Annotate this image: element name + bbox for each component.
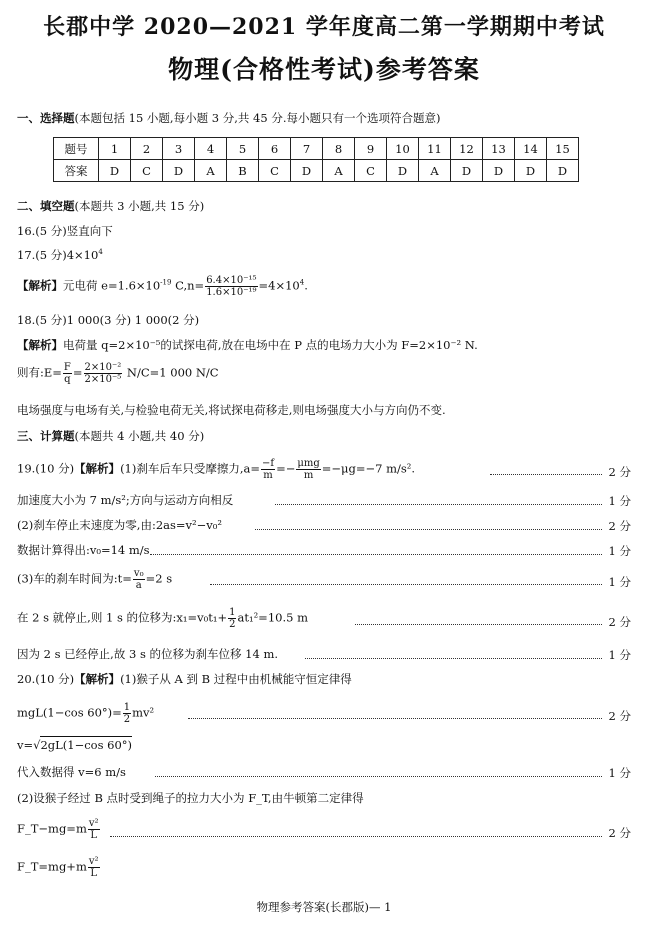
q18-answer: 18.(5 分)1 000(3 分) 1 000(2 分) bbox=[17, 313, 200, 327]
q17-analysis-text: =4×10 bbox=[258, 278, 300, 293]
row-label-answer: 答案 bbox=[54, 160, 99, 182]
section3-heading: 三、计算题 bbox=[17, 429, 75, 443]
analysis-label: 【解析】 bbox=[17, 278, 63, 293]
fraction-denominator: 2 bbox=[123, 714, 131, 725]
q17-exponent-c: 4 bbox=[299, 278, 305, 287]
q20-text: (1)猴子从 A 到 B 过程中由机械能守恒定律得 bbox=[120, 672, 352, 686]
score-1: 2 分 bbox=[608, 465, 631, 479]
q18-fraction-1 bbox=[63, 362, 72, 385]
q19-line2: 加速度大小为 7 m/s²;方向与运动方向相反 bbox=[17, 493, 234, 507]
q20-text: v= bbox=[17, 738, 34, 752]
section3-header bbox=[17, 428, 204, 444]
score-leader bbox=[150, 554, 602, 555]
score-leader bbox=[355, 624, 602, 625]
fraction-numerator: v² bbox=[88, 856, 99, 867]
fraction-numerator: μmg bbox=[297, 458, 320, 469]
q16-answer: 16.(5 分)竖直向下 bbox=[17, 224, 113, 238]
answer-table-row-answers bbox=[54, 160, 579, 182]
question-number-cell: 1 bbox=[99, 138, 131, 160]
answer-cell: A bbox=[419, 160, 451, 182]
answer-table bbox=[53, 137, 579, 182]
question-number-cell: 3 bbox=[163, 138, 195, 160]
q20-line6 bbox=[17, 818, 101, 841]
answer-cell: D bbox=[291, 160, 323, 182]
q19-text: =2 s bbox=[145, 571, 173, 586]
q19-line3: (2)刹车停止末速度为零,由:2as=v²−v₀² bbox=[17, 518, 222, 532]
question-number-cell: 9 bbox=[355, 138, 387, 160]
q20-text: mgL(1−cos 60°)= bbox=[17, 705, 122, 720]
fraction-denominator: L bbox=[90, 830, 97, 841]
question-number-cell: 12 bbox=[451, 138, 483, 160]
score-leader bbox=[490, 474, 602, 475]
fraction-denominator: m bbox=[303, 470, 314, 481]
q19-text: at₁²=10.5 m bbox=[237, 610, 308, 625]
q20-line2 bbox=[17, 702, 154, 725]
fraction-numerator: 6.4×10⁻¹⁵ bbox=[206, 275, 257, 286]
q17-text: 17.(5 分)4×10 bbox=[17, 248, 99, 262]
score-leader bbox=[305, 658, 602, 659]
fraction-denominator: m bbox=[263, 470, 273, 481]
score-6: 2 分 bbox=[608, 615, 631, 629]
exam-title: 长郡中学 2020—2021 学年度高二第一学期期中考试 bbox=[43, 14, 605, 40]
page-footer: 物理参考答案(长郡版)— 1 bbox=[256, 900, 392, 914]
section1-desc: (本题包括 15 小题,每小题 3 分,共 45 分.每小题只有一个选项符合题意) bbox=[74, 111, 441, 125]
q19-text: 在 2 s 就停止,则 1 s 的位移为:x₁=v₀t₁+ bbox=[17, 610, 228, 625]
question-number-cell: 4 bbox=[195, 138, 227, 160]
q19-text: (3)车的刹车时间为:t= bbox=[17, 571, 132, 586]
answer-cell: C bbox=[355, 160, 387, 182]
q18-analysis bbox=[17, 337, 478, 353]
q17-fraction bbox=[205, 275, 257, 298]
q18-formula-text: = bbox=[72, 365, 83, 380]
section2-header bbox=[17, 198, 204, 214]
fraction-numerator: F bbox=[63, 362, 71, 373]
score-5: 1 分 bbox=[608, 575, 631, 589]
q20-line7 bbox=[17, 856, 101, 879]
q18-formula-text: 则有:E= bbox=[17, 365, 62, 380]
fraction-numerator: 1 bbox=[123, 702, 131, 713]
answer-cell: C bbox=[131, 160, 163, 182]
score-8: 2 分 bbox=[608, 709, 631, 723]
fraction-denominator: L bbox=[90, 868, 97, 879]
fraction-denominator: q bbox=[64, 374, 71, 385]
q19-text: (1)刹车后车只受摩擦力,a= bbox=[120, 461, 260, 476]
question-number-cell: 5 bbox=[227, 138, 259, 160]
question-number-cell: 13 bbox=[483, 138, 515, 160]
q17-analysis: 【解析】元电荷 $e=1.6\times 10^{-19}$ C,n= $\frac{\text{6.4×10⁻¹⁵}}{\text{1.6×10⁻¹⁹}}$ $=4\times 10^4$. bbox=[17, 275, 308, 298]
q18-note: 电场强度与电场有关,与检验电荷无关,将试探电荷移走,则电场强度大小与方向仍不变. bbox=[17, 403, 446, 417]
q19-fraction-2 bbox=[296, 458, 320, 481]
q19-fraction-4 bbox=[228, 607, 236, 630]
q19-text: =− bbox=[276, 461, 296, 476]
q17-exponent-a: -19 bbox=[160, 278, 172, 287]
fraction-denominator: 2 bbox=[229, 619, 236, 630]
analysis-label: 【解析】 bbox=[74, 672, 121, 686]
q19-line1 bbox=[17, 458, 415, 481]
q20-text: mv² bbox=[132, 705, 155, 720]
score-leader bbox=[110, 836, 602, 837]
question-number-cell: 6 bbox=[259, 138, 291, 160]
q19-line7: 因为 2 s 已经停止,故 3 s 的位移为刹车位移 14 m. bbox=[17, 647, 279, 661]
score-leader bbox=[255, 529, 602, 530]
question-number-cell: 8 bbox=[323, 138, 355, 160]
answer-cell: D bbox=[547, 160, 579, 182]
question-number-cell: 7 bbox=[291, 138, 323, 160]
score-10: 2 分 bbox=[608, 826, 631, 840]
answer-cell: A bbox=[323, 160, 355, 182]
fraction-denominator: 1.6×10⁻¹⁹ bbox=[206, 287, 257, 298]
q17-analysis-text: 元电荷 e=1.6×10 bbox=[63, 278, 161, 293]
question-number-cell: 10 bbox=[387, 138, 419, 160]
row-label-number: 题号 bbox=[54, 138, 99, 160]
q19-number: 19.(10 分) bbox=[17, 461, 75, 476]
answer-cell: B bbox=[227, 160, 259, 182]
fraction-numerator: −f bbox=[262, 458, 275, 469]
exam-subtitle: 物理(合格性考试)参考答案 bbox=[168, 55, 480, 84]
section2-heading: 二、填空题 bbox=[17, 199, 75, 213]
score-9: 1 分 bbox=[608, 766, 631, 780]
answer-cell: D bbox=[483, 160, 515, 182]
q18-formula-text: N/C=1 000 N/C bbox=[123, 365, 219, 380]
q17-exponent: 4 bbox=[98, 248, 103, 257]
answer-cell: D bbox=[387, 160, 419, 182]
section2-desc: (本题共 3 小题,共 15 分) bbox=[74, 199, 205, 213]
score-7: 1 分 bbox=[608, 648, 631, 662]
q20-number: 20.(10 分) bbox=[17, 672, 75, 686]
question-number-cell: 14 bbox=[515, 138, 547, 160]
q19-line5 bbox=[17, 568, 172, 591]
fraction-denominator: 2×10⁻⁵ bbox=[84, 374, 122, 385]
q20-line5: (2)设猴子经过 B 点时受到绳子的拉力大小为 F_T,由牛顿第二定律得 bbox=[17, 791, 364, 805]
question-number-cell: 2 bbox=[131, 138, 163, 160]
q19-line6 bbox=[17, 607, 308, 630]
q17-analysis-text: C,n= bbox=[171, 278, 205, 293]
q20-sqrt: 2gL(1−cos 60°) bbox=[40, 738, 133, 752]
q20-text: F_T−mg=m bbox=[17, 821, 87, 836]
q20-fraction-3 bbox=[88, 856, 100, 879]
answer-cell: D bbox=[451, 160, 483, 182]
q20-text: F_T=mg+m bbox=[17, 859, 87, 874]
answer-table-row-numbers bbox=[54, 138, 579, 160]
answer-cell: D bbox=[99, 160, 131, 182]
score-leader bbox=[275, 504, 602, 505]
score-leader bbox=[188, 718, 602, 719]
analysis-label: 【解析】 bbox=[74, 461, 121, 476]
section3-desc: (本题共 4 小题,共 40 分) bbox=[74, 429, 205, 443]
score-2: 1 分 bbox=[608, 494, 631, 508]
score-leader bbox=[155, 776, 602, 777]
fraction-numerator: v² bbox=[88, 818, 99, 829]
q19-text: =−μg=−7 m/s². bbox=[321, 461, 416, 476]
score-4: 1 分 bbox=[608, 544, 631, 558]
q20-fraction-1 bbox=[123, 702, 131, 725]
q18-analysis-text: 电荷量 q=2×10⁻⁵的试探电荷,放在电场中在 P 点的电场力大小为 F=2×10⁻² N. bbox=[63, 338, 478, 352]
answer-cell: C bbox=[259, 160, 291, 182]
fraction-numerator: 2×10⁻² bbox=[84, 362, 122, 373]
section1-header bbox=[17, 110, 440, 126]
fraction-numerator: v₀ bbox=[133, 568, 144, 579]
question-number-cell: 11 bbox=[419, 138, 451, 160]
score-leader bbox=[210, 584, 602, 585]
q19-fraction-3 bbox=[133, 568, 145, 591]
q17-answer bbox=[17, 247, 103, 263]
q19-line4: 数据计算得出:v₀=14 m/s bbox=[17, 543, 150, 557]
q18-formula bbox=[17, 362, 219, 385]
score-3: 2 分 bbox=[608, 519, 631, 533]
answer-cell: A bbox=[195, 160, 227, 182]
q19-fraction-1 bbox=[261, 458, 275, 481]
answer-cell: D bbox=[163, 160, 195, 182]
fraction-numerator: 1 bbox=[229, 607, 236, 618]
question-number-cell: 15 bbox=[547, 138, 579, 160]
answer-cell: D bbox=[515, 160, 547, 182]
fraction-denominator: a bbox=[135, 580, 142, 591]
q20-line1 bbox=[17, 671, 352, 687]
q20-fraction-2 bbox=[88, 818, 100, 841]
analysis-label: 【解析】 bbox=[17, 338, 63, 352]
q20-line4: 代入数据得 v=6 m/s bbox=[17, 765, 126, 779]
q18-fraction-2 bbox=[84, 362, 123, 385]
q20-line3: v=√2gL(1−cos 60°) bbox=[17, 738, 133, 752]
section1-heading: 一、选择题 bbox=[17, 111, 75, 125]
